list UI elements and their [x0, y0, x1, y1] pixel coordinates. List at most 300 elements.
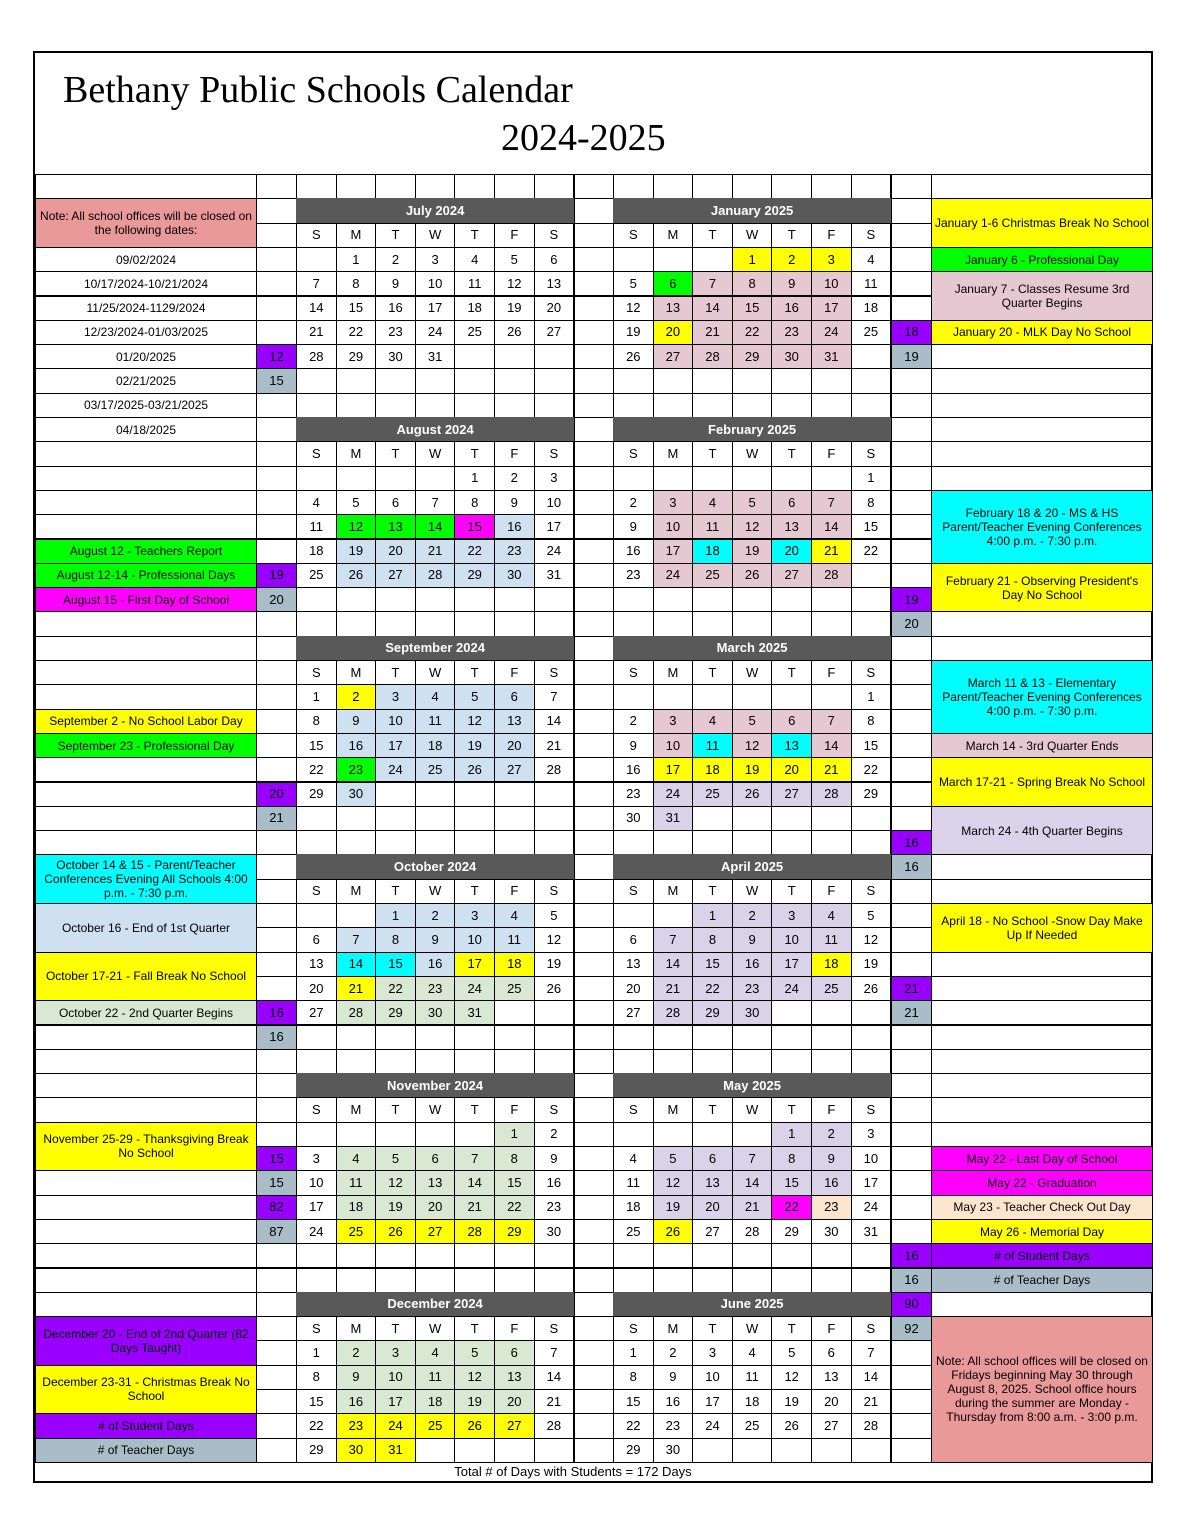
calendar-day: 7 [415, 490, 456, 515]
grid-cell [891, 1025, 932, 1050]
calendar-day: 12 [732, 733, 773, 758]
grid-cell [891, 514, 932, 539]
calendar-day: 4 [851, 247, 892, 272]
weekday-label: F [811, 441, 852, 466]
grid-cell [574, 539, 614, 564]
grid-cell [35, 514, 257, 539]
grid-cell [574, 903, 614, 928]
calendar-day: 30 [732, 1000, 773, 1025]
calendar-day: 3 [415, 247, 456, 272]
calendar-day: 1 [613, 1340, 654, 1365]
grid-cell [732, 684, 773, 709]
grid-cell [454, 782, 495, 807]
calendar-day: 10 [811, 271, 852, 296]
grid-cell [891, 466, 932, 491]
grid-cell [613, 466, 654, 491]
day-count-badge: 20 [256, 782, 297, 807]
calendar-day: 25 [732, 1413, 773, 1438]
event-note: May 22 - Last Day of School [931, 1146, 1153, 1171]
grid-cell [891, 1146, 932, 1171]
calendar-day: 18 [415, 1389, 456, 1414]
event-note: April 18 - No School -Snow Day Make Up If Needed [931, 903, 1153, 953]
calendar-day: 9 [336, 709, 377, 734]
event-note: # of Student Days [931, 1243, 1153, 1268]
calendar-day: 24 [851, 1195, 892, 1220]
calendar-day: 28 [534, 757, 575, 782]
calendar-day: 17 [811, 296, 852, 321]
calendar-day: 21 [296, 320, 337, 345]
calendar-day: 24 [375, 1413, 416, 1438]
weekday-label: S [851, 1097, 892, 1122]
calendar-day: 7 [336, 927, 377, 952]
day-count-badge: 15 [256, 1170, 297, 1195]
calendar-day: 30 [613, 806, 654, 831]
grid-cell [35, 1025, 257, 1050]
weekday-label: M [336, 1097, 377, 1122]
month-header: May 2025 [613, 1073, 891, 1098]
grid-cell [851, 1243, 892, 1268]
calendar-day: 21 [534, 733, 575, 758]
school-year: 2024-2025 [501, 117, 666, 159]
grid-cell [336, 1122, 377, 1147]
calendar-day: 20 [771, 539, 812, 564]
event-note: 10/17/2024-10/21/2024 [35, 271, 257, 296]
grid-cell [454, 344, 495, 369]
calendar-day: 7 [296, 271, 337, 296]
grid-cell [613, 1025, 654, 1050]
grid-cell [256, 952, 297, 977]
calendar-day: 30 [415, 1000, 456, 1025]
calendar-day: 24 [296, 1219, 337, 1244]
calendar-day: 27 [771, 782, 812, 807]
grid-cell [494, 806, 535, 831]
grid-cell [494, 611, 535, 636]
grid-cell [296, 1049, 337, 1074]
grid-cell [732, 174, 773, 199]
grid-cell [415, 806, 456, 831]
grid-cell [296, 806, 337, 831]
weekday-label: T [692, 223, 733, 248]
calendar-day: 1 [771, 1122, 812, 1147]
calendar-day: 13 [771, 514, 812, 539]
calendar-day: 11 [851, 271, 892, 296]
grid-cell [613, 611, 654, 636]
grid-cell [494, 1000, 535, 1025]
calendar-day: 27 [613, 1000, 654, 1025]
grid-cell [692, 1122, 733, 1147]
calendar-day: 30 [534, 1219, 575, 1244]
calendar-day: 28 [336, 1000, 377, 1025]
weekday-label: F [494, 1316, 535, 1341]
grid-cell [256, 1268, 297, 1293]
grid-cell [931, 1073, 1153, 1098]
grid-cell [256, 296, 297, 321]
grid-cell [35, 806, 257, 831]
calendar-day: 29 [851, 782, 892, 807]
calendar-day: 8 [613, 1365, 654, 1390]
grid-cell [35, 1073, 257, 1098]
event-note: March 14 - 3rd Quarter Ends [931, 733, 1153, 758]
grid-cell [851, 1049, 892, 1074]
calendar-day: 24 [375, 757, 416, 782]
grid-cell [415, 1122, 456, 1147]
calendar-day: 29 [336, 344, 377, 369]
grid-cell [732, 1268, 773, 1293]
grid-cell [732, 830, 773, 855]
calendar-day: 13 [613, 952, 654, 977]
grid-cell [613, 684, 654, 709]
calendar-day: 6 [494, 1340, 535, 1365]
grid-cell [931, 1292, 1153, 1317]
calendar-day: 27 [494, 757, 535, 782]
grid-cell [891, 1195, 932, 1220]
calendar-day: 17 [534, 514, 575, 539]
weekday-label: T [375, 1316, 416, 1341]
grid-cell [336, 1025, 377, 1050]
grid-cell [415, 1243, 456, 1268]
calendar-day: 10 [534, 490, 575, 515]
grid-cell [574, 879, 614, 904]
grid-cell [494, 587, 535, 612]
calendar-day: 26 [336, 563, 377, 588]
grid-cell [811, 830, 852, 855]
grid-cell [771, 611, 812, 636]
grid-cell [256, 441, 297, 466]
calendar-day: 16 [494, 514, 535, 539]
grid-cell [613, 1243, 654, 1268]
grid-cell [574, 1097, 614, 1122]
grid-cell [454, 1122, 495, 1147]
calendar-day: 9 [336, 1365, 377, 1390]
calendar-day: 12 [613, 296, 654, 321]
weekday-label: S [613, 441, 654, 466]
calendar-day: 10 [692, 1365, 733, 1390]
grid-cell [256, 1316, 297, 1341]
grid-cell [811, 611, 852, 636]
grid-cell [931, 1025, 1153, 1050]
calendar-day: 10 [771, 927, 812, 952]
grid-cell [375, 1049, 416, 1074]
weekday-label: W [415, 660, 456, 685]
calendar-day: 5 [336, 490, 377, 515]
calendar-day: 2 [415, 903, 456, 928]
grid-cell [891, 198, 932, 223]
calendar-day: 15 [375, 952, 416, 977]
grid-cell [574, 1025, 614, 1050]
grid-cell [692, 587, 733, 612]
grid-cell [851, 1268, 892, 1293]
grid-cell [534, 587, 575, 612]
grid-cell [35, 660, 257, 685]
calendar-day: 26 [454, 757, 495, 782]
grid-cell [415, 368, 456, 393]
grid-cell [891, 223, 932, 248]
grid-cell [574, 952, 614, 977]
grid-cell [931, 854, 1153, 879]
grid-cell [732, 466, 773, 491]
grid-cell [574, 611, 614, 636]
calendar-day: 30 [494, 563, 535, 588]
grid-cell [931, 879, 1153, 904]
grid-cell [336, 466, 377, 491]
grid-cell [692, 1049, 733, 1074]
calendar-day: 4 [336, 1146, 377, 1171]
month-header: September 2024 [296, 636, 574, 661]
calendar-day: 12 [653, 1170, 694, 1195]
grid-cell [574, 563, 614, 588]
grid-cell [613, 830, 654, 855]
grid-cell [574, 1122, 614, 1147]
grid-cell [256, 1049, 297, 1074]
calendar-day: 16 [415, 952, 456, 977]
day-count-badge: 16 [891, 1268, 932, 1293]
grid-cell [375, 782, 416, 807]
grid-cell [574, 1000, 614, 1025]
calendar-day: 4 [296, 490, 337, 515]
calendar-day: 20 [771, 757, 812, 782]
grid-cell [891, 879, 932, 904]
calendar-day: 2 [613, 490, 654, 515]
calendar-day: 9 [653, 1365, 694, 1390]
weekday-label: T [692, 1316, 733, 1341]
grid-cell [931, 976, 1153, 1001]
grid-cell [891, 903, 932, 928]
weekday-label: S [851, 441, 892, 466]
calendar-day: 7 [811, 490, 852, 515]
grid-cell [891, 1219, 932, 1244]
calendar-day: 12 [454, 1365, 495, 1390]
calendar-day: 2 [534, 1122, 575, 1147]
grid-cell [891, 684, 932, 709]
grid-cell [35, 441, 257, 466]
calendar-day: 9 [732, 927, 773, 952]
grid-cell [375, 174, 416, 199]
calendar-day: 17 [375, 1389, 416, 1414]
calendar-day: 11 [692, 733, 733, 758]
calendar-day: 15 [336, 296, 377, 321]
grid-cell [415, 782, 456, 807]
calendar-day: 3 [692, 1340, 733, 1365]
grid-cell [375, 830, 416, 855]
calendar-day: 5 [375, 1146, 416, 1171]
calendar-day: 15 [454, 514, 495, 539]
grid-cell [256, 830, 297, 855]
calendar-day: 20 [494, 733, 535, 758]
grid-cell [35, 490, 257, 515]
grid-cell [534, 1000, 575, 1025]
calendar-day: 6 [296, 927, 337, 952]
calendar-day: 20 [692, 1195, 733, 1220]
grid-cell [574, 709, 614, 734]
grid-cell [891, 782, 932, 807]
calendar-day: 15 [296, 1389, 337, 1414]
calendar-day: 5 [494, 247, 535, 272]
calendar-day: 1 [296, 684, 337, 709]
calendar-day: 4 [811, 903, 852, 928]
weekday-label: M [336, 1316, 377, 1341]
day-count-badge: 20 [891, 611, 932, 636]
calendar-day: 12 [771, 1365, 812, 1390]
grid-cell [256, 539, 297, 564]
calendar-day: 2 [653, 1340, 694, 1365]
calendar-day: 28 [415, 563, 456, 588]
calendar-day: 19 [613, 320, 654, 345]
weekday-label: F [811, 660, 852, 685]
calendar-day: 13 [296, 952, 337, 977]
calendar-day: 5 [771, 1340, 812, 1365]
grid-cell [415, 587, 456, 612]
grid-cell [891, 296, 932, 321]
calendar-day: 28 [811, 563, 852, 588]
event-note: December 20 - End of 2nd Quarter (82 Days Taught) [35, 1316, 257, 1366]
event-note: December 23-31 - Christmas Break No School [35, 1365, 257, 1415]
calendar-day: 14 [296, 296, 337, 321]
calendar-day: 29 [692, 1000, 733, 1025]
grid-cell [534, 611, 575, 636]
calendar-day: 20 [296, 976, 337, 1001]
grid-cell [851, 806, 892, 831]
calendar-day: 17 [851, 1170, 892, 1195]
grid-cell [256, 320, 297, 345]
calendar-day: 1 [454, 466, 495, 491]
month-header: October 2024 [296, 854, 574, 879]
grid-cell [574, 368, 614, 393]
calendar-day: 29 [375, 1000, 416, 1025]
calendar-day: 30 [771, 344, 812, 369]
grid-cell [574, 223, 614, 248]
grid-cell [653, 1268, 694, 1293]
calendar-day: 19 [732, 539, 773, 564]
grid-cell [415, 393, 456, 418]
grid-cell [336, 903, 377, 928]
calendar-day: 13 [771, 733, 812, 758]
calendar-day: 30 [336, 1438, 377, 1463]
calendar-day: 5 [613, 271, 654, 296]
calendar-day: 13 [811, 1365, 852, 1390]
calendar-day: 25 [454, 320, 495, 345]
grid-cell [891, 709, 932, 734]
calendar-day: 2 [494, 466, 535, 491]
weekday-label: F [811, 223, 852, 248]
grid-cell [375, 1243, 416, 1268]
calendar-day: 23 [415, 976, 456, 1001]
grid-cell [811, 587, 852, 612]
grid-cell [534, 1025, 575, 1050]
calendar-day: 22 [454, 539, 495, 564]
grid-cell [574, 1219, 614, 1244]
event-note: February 21 - Observing President's Day No School [931, 563, 1153, 613]
weekday-label: T [771, 223, 812, 248]
calendar-day: 8 [851, 490, 892, 515]
weekday-label: S [296, 441, 337, 466]
grid-cell [574, 1195, 614, 1220]
weekday-label: T [692, 660, 733, 685]
grid-cell [35, 1049, 257, 1074]
grid-cell [811, 1025, 852, 1050]
calendar-day: 2 [811, 1122, 852, 1147]
calendar-day: 18 [454, 296, 495, 321]
grid-cell [891, 1049, 932, 1074]
grid-cell [296, 466, 337, 491]
calendar-day: 7 [653, 927, 694, 952]
calendar-day: 14 [851, 1365, 892, 1390]
weekday-label: M [653, 223, 694, 248]
grid-cell [931, 441, 1153, 466]
grid-cell [574, 1340, 614, 1365]
grid-cell [771, 1000, 812, 1025]
event-note: January 6 - Professional Day [931, 247, 1153, 272]
calendar-day: 7 [534, 1340, 575, 1365]
month-header: January 2025 [613, 198, 891, 223]
grid-cell [415, 1268, 456, 1293]
calendar-day: 10 [375, 709, 416, 734]
weekday-label: T [771, 660, 812, 685]
month-header: March 2025 [613, 636, 891, 661]
grid-cell [35, 1170, 257, 1195]
calendar-day: 31 [851, 1219, 892, 1244]
calendar-day: 26 [653, 1219, 694, 1244]
grid-cell [375, 1268, 416, 1293]
grid-cell [811, 393, 852, 418]
calendar-day: 5 [653, 1146, 694, 1171]
grid-cell [891, 247, 932, 272]
grid-cell [256, 223, 297, 248]
calendar-day: 5 [454, 684, 495, 709]
day-count-badge: 16 [891, 830, 932, 855]
grid-cell [574, 490, 614, 515]
calendar-day: 16 [534, 1170, 575, 1195]
grid-cell [771, 466, 812, 491]
grid-cell [296, 611, 337, 636]
grid-cell [931, 611, 1153, 636]
calendar-day: 28 [454, 1219, 495, 1244]
calendar-day: 17 [415, 296, 456, 321]
grid-cell [732, 368, 773, 393]
event-note: May 22 - Graduation [931, 1170, 1153, 1195]
grid-cell [732, 1243, 773, 1268]
calendar-day: 2 [336, 684, 377, 709]
calendar-day: 12 [534, 927, 575, 952]
grid-cell [851, 174, 892, 199]
weekday-label: W [732, 441, 773, 466]
weekday-label: S [851, 660, 892, 685]
calendar-day: 10 [653, 514, 694, 539]
calendar-day: 1 [732, 247, 773, 272]
grid-cell [35, 684, 257, 709]
calendar-day: 10 [375, 1365, 416, 1390]
grid-cell [574, 1243, 614, 1268]
grid-cell [891, 1097, 932, 1122]
weekday-label: T [771, 1097, 812, 1122]
calendar-day: 29 [613, 1438, 654, 1463]
calendar-day: 4 [415, 1340, 456, 1365]
calendar-day: 15 [494, 1170, 535, 1195]
calendar-day: 2 [336, 1340, 377, 1365]
grid-cell [415, 174, 456, 199]
grid-cell [692, 684, 733, 709]
weekday-label: W [732, 879, 773, 904]
calendar-day: 9 [811, 1146, 852, 1171]
calendar-day: 21 [336, 976, 377, 1001]
event-note: March 24 - 4th Quarter Begins [931, 806, 1153, 856]
calendar-day: 13 [653, 296, 694, 321]
grid-cell [653, 247, 694, 272]
grid-cell [256, 611, 297, 636]
calendar-day: 11 [454, 271, 495, 296]
grid-cell [296, 1243, 337, 1268]
calendar-day: 7 [454, 1146, 495, 1171]
grid-cell [574, 1146, 614, 1171]
